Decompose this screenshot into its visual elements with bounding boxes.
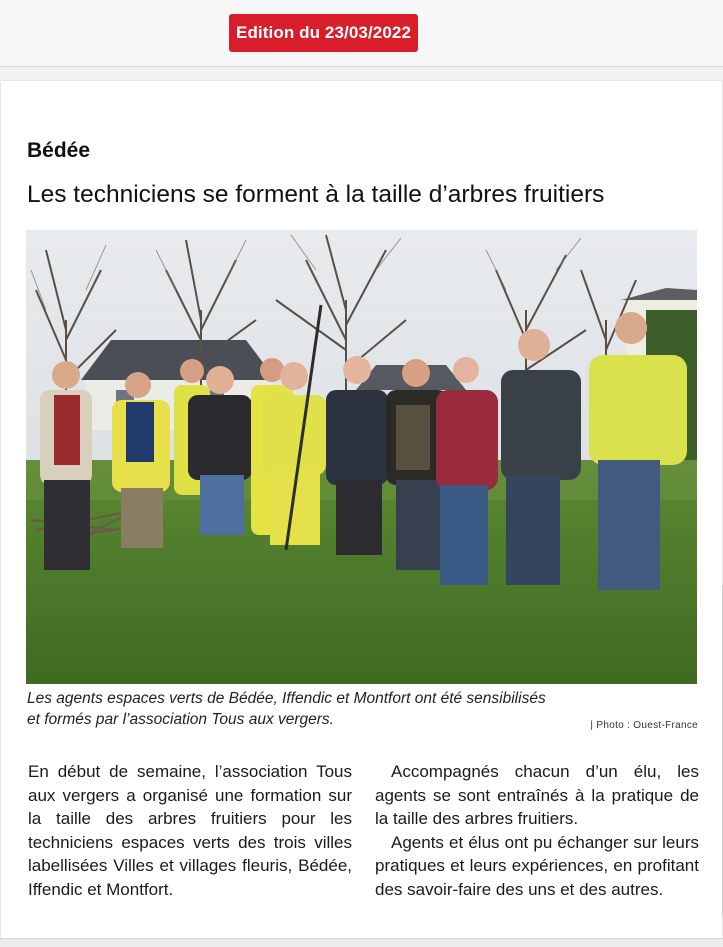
article-column-2 xyxy=(375,760,699,901)
caption-line-1: Les agents espaces verts de Bédée, Iffendic et Montfort ont été sensibilisés xyxy=(27,690,546,707)
article-page xyxy=(1,81,722,938)
article-paragraph: En début de semaine, l’association Tous aux vergers a organisé une formation sur la taille des arbres fruitiers pour les techniciens espaces verts des trois villes labellisées Villes et villages fleuris, Bédée, Iffendic et Montfort. xyxy=(28,762,352,899)
article-headline: Les techniciens se forment à la taille d’arbres fruitiers xyxy=(27,181,605,208)
photo-credit: | Photo : Ouest-France xyxy=(590,720,698,731)
top-bar xyxy=(0,0,723,67)
photo-caption xyxy=(27,688,667,730)
article-photo xyxy=(26,230,697,684)
edition-badge[interactable]: Edition du 23/03/2022 xyxy=(229,14,418,52)
section-title: Bédée xyxy=(27,139,91,162)
group-photo-illustration xyxy=(26,230,697,684)
article-paragraph: Agents et élus ont pu échanger sur leurs pratiques et leurs expériences, en profitant des savoir-faire des uns et des autres. xyxy=(375,832,699,899)
article-paragraph: Accompagnés chacun d’un élu, les agents se sont entraînés à la pratique de la taille des arbres fruitiers. xyxy=(375,762,699,828)
article-column-1 xyxy=(28,760,352,901)
caption-line-2: et formés par l’association Tous aux vergers. xyxy=(27,711,334,728)
